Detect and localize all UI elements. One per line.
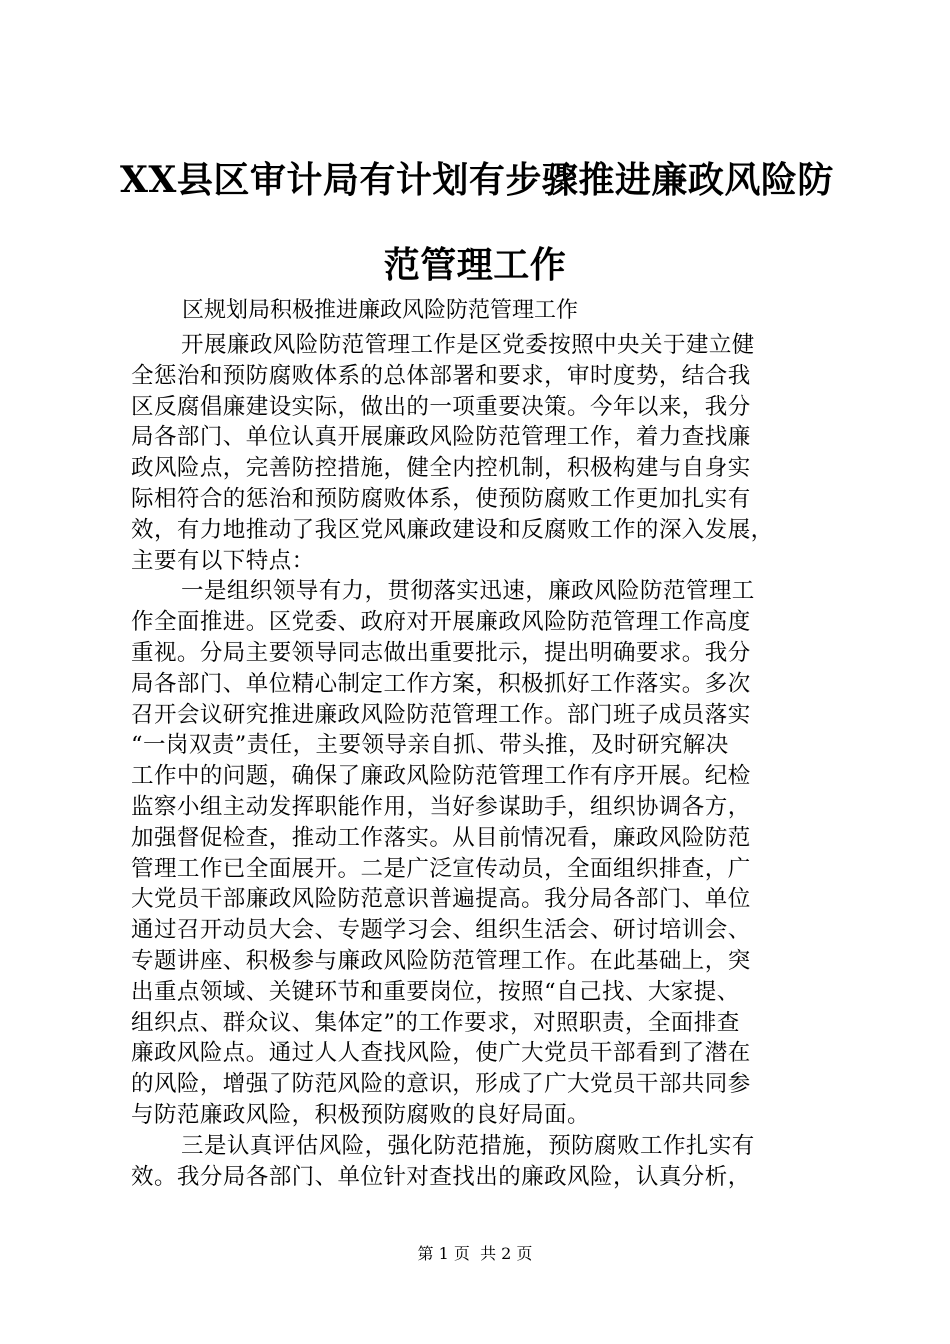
document-title-line-2: 范管理工作 [383, 244, 567, 286]
paragraph-line: 加强督促检查，推动工作落实。从目前情况看，廉政风险防范 [131, 824, 751, 851]
paragraph-line: 区反腐倡廉建设实际，做出的一项重要决策。今年以来，我分 [131, 393, 751, 420]
paragraph-line: 开展廉政风险防范管理工作是区党委按照中央关于建立健 [181, 332, 755, 358]
paragraph-line: 通过召开动员大会、专题学习会、组织生活会、研讨培训会、 [131, 917, 751, 944]
page-footer: 第 1 页 共 2 页 [417, 1244, 533, 1263]
paragraph-line: 局各部门、单位认真开展廉政风险防范管理工作，着力查找廉 [131, 424, 751, 451]
paragraph-line: 出重点领域、关键环节和重要岗位，按照“自己找、大家提、 [131, 978, 740, 1005]
paragraph-line: 际相符合的惩治和预防腐败体系，使预防腐败工作更加扎实有 [131, 485, 751, 512]
document-body [131, 330, 821, 1192]
paragraph-line: 监察小组主动发挥职能作用，当好参谋助手，组织协调各方， [131, 793, 751, 820]
paragraph-line: 三是认真评估风险，强化防范措施，预防腐败工作扎实有 [181, 1132, 755, 1159]
paragraph-line: “一岗双责”责任，主要领导亲自抓、带头推，及时研究解决 [131, 732, 729, 759]
paragraph-line: 重视。分局主要领导同志做出重要批示，提出明确要求。我分 [131, 639, 751, 666]
paragraph-line: 一是组织领导有力，贯彻落实迅速，廉政风险防范管理工 [181, 578, 755, 605]
paragraph-line: 组织点、群众议、集体定”的工作要求，对照职责，全面排查 [131, 1009, 740, 1036]
paragraph-line: 作全面推进。区党委、政府对开展廉政风险防范管理工作高度 [131, 609, 751, 636]
paragraph-line: 主要有以下特点： [131, 547, 315, 574]
paragraph-line: 全惩治和预防腐败体系的总体部署和要求，审时度势，结合我 [131, 362, 751, 389]
paragraph-line: 与防范廉政风险，积极预防腐败的良好局面。 [131, 1101, 591, 1128]
document-subtitle: 区规划局积极推进廉政风险防范管理工作 [182, 298, 579, 323]
paragraph-line: 管理工作已全面展开。二是广泛宣传动员，全面组织排查，广 [131, 855, 751, 882]
paragraph-line: 专题讲座、积极参与廉政风险防范管理工作。在此基础上，突 [131, 947, 751, 974]
paragraph-line: 工作中的问题，确保了廉政风险防范管理工作有序开展。纪检 [131, 763, 751, 790]
document-title-line-1: XX县区审计局有计划有步骤推进廉政风险防 [120, 159, 834, 201]
paragraph-line: 召开会议研究推进廉政风险防范管理工作。部门班子成员落实 [131, 701, 751, 728]
paragraph-line: 效，有力地推动了我区党风廉政建设和反腐败工作的深入发展， [131, 516, 774, 543]
paragraph-line: 局各部门、单位精心制定工作方案，积极抓好工作落实。多次 [131, 670, 751, 697]
paragraph-line: 效。我分局各部门、单位针对查找出的廉政风险，认真分析， [131, 1163, 751, 1190]
paragraph-line: 廉政风险点。通过人人查找风险，使广大党员干部看到了潜在 [131, 1040, 751, 1067]
paragraph-line: 的风险，增强了防范风险的意识，形成了广大党员干部共同参 [131, 1071, 751, 1098]
paragraph-line: 大党员干部廉政风险防范意识普遍提高。我分局各部门、单位 [131, 886, 751, 913]
paragraph-line: 政风险点，完善防控措施，健全内控机制，积极构建与自身实 [131, 455, 751, 482]
